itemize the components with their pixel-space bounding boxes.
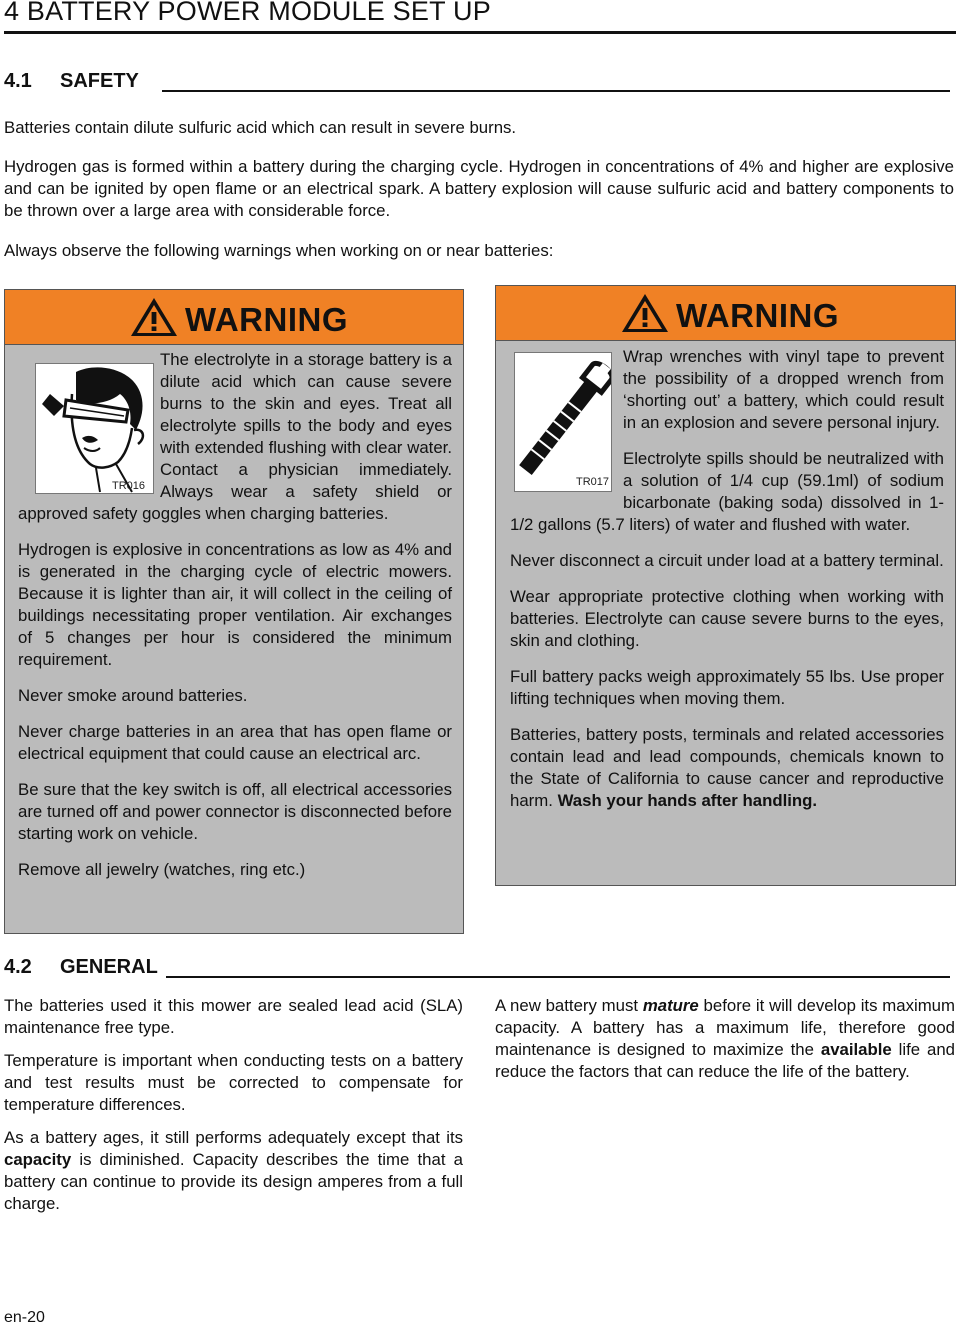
text-run: As a battery ages, it still performs adequately except that its bbox=[4, 1128, 463, 1147]
section-title: GENERAL bbox=[60, 956, 158, 978]
warning-triangle-icon bbox=[620, 292, 670, 334]
section-rule bbox=[166, 976, 950, 978]
general-paragraph-2: Temperature is important when conducting tests on a battery and test results must be corrected to compensate for temperature differences. bbox=[4, 1051, 463, 1114]
general-left-column bbox=[4, 995, 463, 1215]
general-paragraph-3 bbox=[4, 1127, 463, 1215]
bold-term: capacity bbox=[4, 1150, 72, 1169]
warning-box-right bbox=[495, 285, 956, 886]
warning-left-paragraph-4: Never charge batteries in an area that has open flame or electrical equipment that could cause an electrical arc. bbox=[18, 722, 452, 763]
general-paragraph-4 bbox=[495, 995, 955, 1083]
warning-right-paragraph-5: Full battery packs weigh approximately 55 lbs. Use proper lifting techniques when moving them. bbox=[510, 667, 944, 708]
image-code: TR017 bbox=[576, 476, 610, 488]
warning-box-left bbox=[4, 289, 464, 934]
prop65-bold-text: Wash your hands after handling. bbox=[557, 791, 818, 810]
warning-left-paragraph-1: The electrolyte in a storage battery is a dilute acid which can cause severe burns to the skin and eyes. Treat all electrolyte spills to the body and eyes with extended flushing with clear water. Contact a physician immediately. Always wear a safety shield or approved safety goggles when charging batteries. bbox=[18, 350, 452, 523]
section-number: 4.1 bbox=[4, 70, 32, 92]
warning-header-bar bbox=[5, 290, 463, 345]
page-number: en-20 bbox=[4, 1309, 45, 1326]
image-float-spacer bbox=[18, 349, 160, 492]
safety-paragraph-3: Always observe the following warnings when working on or near batteries: bbox=[4, 241, 554, 260]
warning-title: WARNING bbox=[676, 297, 839, 334]
general-paragraph-1: The batteries used it this mower are sealed lead acid (SLA) maintenance free type. bbox=[4, 996, 463, 1037]
bold-italic-term: mature bbox=[642, 996, 699, 1015]
section-heading-general bbox=[4, 955, 954, 981]
chapter-title: 4 BATTERY POWER MODULE SET UP bbox=[4, 0, 491, 26]
chapter-rule bbox=[4, 31, 956, 34]
warning-right-paragraph-6 bbox=[510, 724, 944, 812]
warning-right-paragraph-3: Never disconnect a circuit under load at a battery terminal. bbox=[510, 551, 944, 570]
warning-right-paragraph-4: Wear appropriate protective clothing when working with batteries. Electrolyte can cause severe burns to the eyes, skin and clothing. bbox=[510, 587, 944, 650]
warning-right-paragraph-1: Wrap wrenches with vinyl tape to prevent the possibility of a dropped wrench from ‘shorting out’ a battery, which could result in an explosion and severe personal injury. bbox=[623, 347, 944, 432]
image-code: TR016 bbox=[112, 480, 146, 492]
warning-left-paragraph-3: Never smoke around batteries. bbox=[18, 686, 248, 705]
warning-header-bar bbox=[496, 286, 955, 341]
safety-paragraph-1: Batteries contain dilute sulfuric acid which can result in severe burns. bbox=[4, 118, 517, 137]
warning-left-paragraph-6: Remove all jewelry (watches, ring etc.) bbox=[18, 860, 306, 879]
section-rule bbox=[162, 90, 950, 92]
section-title: SAFETY bbox=[60, 70, 139, 92]
text-run: is diminished. Capacity describes the time that a battery can continue to provide its design amperes from a full charge. bbox=[4, 1150, 463, 1213]
warning-left-text bbox=[18, 349, 452, 881]
prop65-text: Batteries, battery posts, terminals and related accessories contain lead and lead compounds, chemicals known to the State of California to cause cancer and reproductive harm. bbox=[510, 725, 944, 810]
text-run: A new battery must bbox=[495, 996, 643, 1015]
section-heading-safety bbox=[4, 69, 954, 95]
section-number: 4.2 bbox=[4, 956, 32, 978]
text-run: life and reduce the factors that can reduce the life of the battery. bbox=[495, 1040, 955, 1081]
image-float-spacer bbox=[510, 346, 623, 494]
safety-paragraph-2: Hydrogen gas is formed within a battery during the charging cycle. Hydrogen in concentrations of 4% and higher are explosive and can be ignited by open flame or an electrical spark. A battery explosion will cause sulfuric acid and battery components to be thrown over a large area with considerable force. bbox=[4, 157, 954, 220]
bold-term: available bbox=[820, 1040, 892, 1059]
warning-title: WARNING bbox=[185, 301, 348, 338]
general-right-column bbox=[495, 995, 955, 1083]
text-run: before it will develop its maximum capacity. A battery has a maximum life, therefore good maintenance is designed to maximize the bbox=[495, 996, 955, 1059]
warning-left-paragraph-2: Hydrogen is explosive in concentrations as low as 4% and is generated in the charging cycle of electric mowers. Because it is lighter than air, it will collect in the ceiling of buildings necessitating proper ventilation. Air exchanges of 5 changes per hour is considered the minimum requirement. bbox=[18, 540, 452, 669]
warning-right-paragraph-2: Electrolyte spills should be neutralized with a solution of 1/4 cup (59.1ml) of sodium bicarbonate (baking soda) dissolved in 1-1/2 gallons (5.7 liters) of water and flushed with water. bbox=[510, 449, 944, 534]
warning-triangle-icon bbox=[129, 296, 179, 338]
warning-left-paragraph-5: Be sure that the key switch is off, all electrical accessories are turned off and power connector is disconnected before starting work on vehicle. bbox=[18, 780, 452, 843]
warning-right-text bbox=[510, 346, 944, 812]
